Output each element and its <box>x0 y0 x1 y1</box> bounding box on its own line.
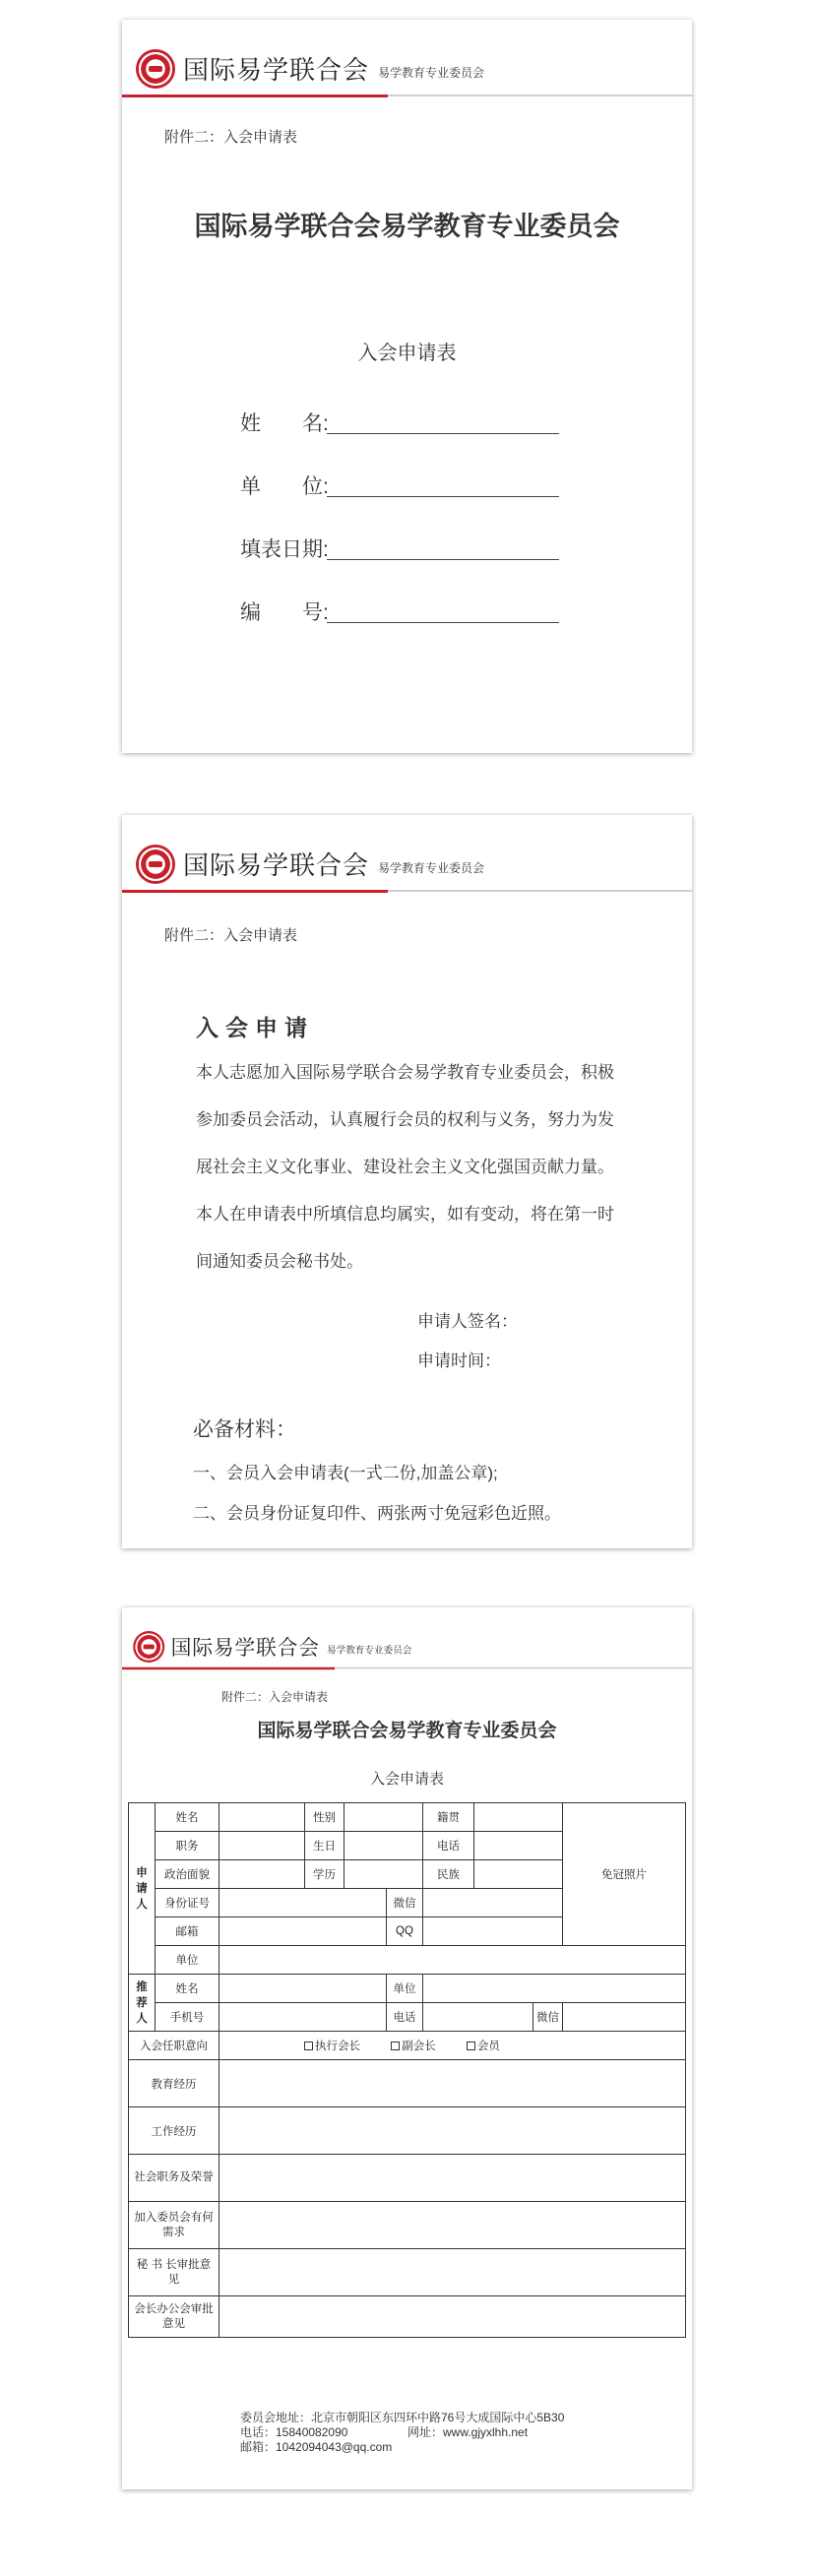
name-label: 姓名 <box>156 1803 219 1832</box>
needs-cell[interactable] <box>219 2202 686 2249</box>
president-opinion-label: 会长办公会审批意见 <box>129 2296 219 2338</box>
position-cell[interactable] <box>219 1832 305 1860</box>
role-option-label: 执行会长 <box>315 2041 360 2052</box>
role-option[interactable] <box>391 2038 436 2053</box>
ethnicity-cell[interactable] <box>474 1860 563 1889</box>
attachment-label: 附件二：入会申请表 <box>221 1690 329 1704</box>
number-field[interactable] <box>240 597 329 626</box>
seal-logo-icon <box>136 845 175 884</box>
education-history-label: 教育经历 <box>129 2060 219 2107</box>
recommender-unit-label: 单位 <box>387 1975 423 2003</box>
intended-role-label: 入会任职意向 <box>129 2032 219 2060</box>
social-roles-cell[interactable] <box>219 2155 686 2202</box>
seal-logo-icon <box>133 1631 164 1663</box>
table-row <box>129 2107 686 2155</box>
work-history-label: 工作经历 <box>129 2107 219 2155</box>
checkbox-icon[interactable] <box>304 2042 313 2050</box>
wechat-label: 微信 <box>387 1889 423 1917</box>
application-form-page <box>122 1607 692 2489</box>
recommender-name-cell[interactable] <box>219 1975 387 2003</box>
page-title: 国际易学联合会易学教育专业委员会 <box>194 212 620 241</box>
table-row <box>129 1975 686 2003</box>
footer-phone: 电话：15840082090 <box>240 2425 348 2439</box>
education-cell[interactable] <box>344 1860 423 1889</box>
table-row <box>129 2060 686 2107</box>
checkbox-icon[interactable] <box>391 2042 400 2050</box>
id-number-cell[interactable] <box>219 1889 387 1917</box>
recommender-wechat-cell[interactable] <box>563 2003 686 2032</box>
header-accent-line <box>122 1667 335 1669</box>
table-row <box>129 2296 686 2338</box>
table-row <box>129 2032 686 2060</box>
position-label: 职务 <box>156 1832 219 1860</box>
id-number-label: 身份证号 <box>156 1889 219 1917</box>
secretary-opinion-label: 秘 书 长审批意见 <box>129 2249 219 2296</box>
recommender-section-label: 推荐人 <box>129 1975 156 2032</box>
signature-label: 申请人签名： <box>417 1312 518 1331</box>
native-place-label: 籍贯 <box>423 1803 474 1832</box>
recommender-unit-cell[interactable] <box>423 1975 686 2003</box>
form-cover-page <box>122 20 692 753</box>
recommender-wechat-label: 微信 <box>533 2003 563 2032</box>
form-subtitle: 入会申请表 <box>369 1771 444 1788</box>
fill-line[interactable] <box>327 496 559 497</box>
table-row <box>129 1803 686 1832</box>
email-cell[interactable] <box>219 1917 387 1946</box>
org-subtitle: 易学教育专业委员会 <box>378 861 485 875</box>
mobile-cell[interactable] <box>219 2003 387 2032</box>
needs-label: 加入委员会有何需求 <box>129 2202 219 2249</box>
table-row <box>129 2249 686 2296</box>
role-option[interactable] <box>467 2038 500 2053</box>
material-item: 二、会员身份证复印件、两张两寸免冠彩色近照。 <box>193 1504 561 1523</box>
time-label: 申请时间： <box>417 1351 501 1370</box>
phone-cell[interactable] <box>474 1832 563 1860</box>
page-header <box>122 815 692 894</box>
applicant-section-label: 申请人 <box>129 1803 156 1975</box>
unit-cell[interactable] <box>219 1946 686 1975</box>
table-row <box>129 2155 686 2202</box>
native-place-cell[interactable] <box>474 1803 563 1832</box>
checkbox-icon[interactable] <box>467 2042 475 2050</box>
materials-title: 必备材料： <box>193 1418 296 1441</box>
footer-address: 委员会地址：北京市朝阳区东四环中路76号大成国际中心5B30 <box>240 2411 565 2424</box>
date-field[interactable] <box>240 534 329 563</box>
header-accent-line <box>122 890 388 893</box>
page-subtitle: 入会申请表 <box>357 343 457 364</box>
field-label: 姓 名: <box>240 412 329 435</box>
gender-cell[interactable] <box>344 1803 423 1832</box>
table-row <box>129 2202 686 2249</box>
page-header <box>122 20 692 98</box>
education-label: 学历 <box>305 1860 344 1889</box>
org-name: 国际易学联合会 <box>170 1636 320 1661</box>
attachment-label: 附件二：入会申请表 <box>164 927 298 944</box>
secretary-opinion-cell[interactable] <box>219 2249 686 2296</box>
table-row <box>129 2003 686 2032</box>
phone-label: 电话 <box>423 1832 474 1860</box>
fill-line[interactable] <box>327 622 559 623</box>
fill-line[interactable] <box>327 559 559 560</box>
org-name: 国际易学联合会 <box>183 851 370 881</box>
org-name: 国际易学联合会 <box>183 56 370 86</box>
seal-logo-icon <box>136 49 175 89</box>
role-option-label: 副会长 <box>402 2041 436 2052</box>
gender-label: 性别 <box>305 1803 344 1832</box>
qq-cell[interactable] <box>423 1917 563 1946</box>
form-title: 国际易学联合会易学教育专业委员会 <box>257 1721 557 1741</box>
political-status-cell[interactable] <box>219 1860 305 1889</box>
president-opinion-cell[interactable] <box>219 2296 686 2338</box>
political-status-label: 政治面貌 <box>156 1860 219 1889</box>
unit-label: 单位 <box>156 1946 219 1975</box>
fill-line[interactable] <box>327 433 559 434</box>
role-option[interactable] <box>304 2038 360 2053</box>
role-option-label: 会员 <box>476 2041 500 2052</box>
qq-label: QQ <box>387 1917 423 1946</box>
name-field[interactable] <box>240 408 329 437</box>
attachment-label: 附件二：入会申请表 <box>164 129 298 146</box>
recommender-name-label: 姓名 <box>156 1975 219 2003</box>
application-statement-page <box>122 815 692 1548</box>
org-subtitle: 易学教育专业委员会 <box>378 66 485 80</box>
birthday-label: 生日 <box>305 1832 344 1860</box>
footer-website: 网址：www.gjyxlhh.net <box>407 2425 529 2439</box>
work-history-cell[interactable] <box>219 2107 686 2155</box>
unit-field[interactable] <box>240 471 329 500</box>
header-accent-line <box>122 94 388 97</box>
wechat-cell[interactable] <box>423 1889 563 1917</box>
field-label: 编 号: <box>240 601 329 624</box>
photo-area[interactable]: 免冠照片 <box>563 1803 686 1946</box>
material-item: 一、会员入会申请表(一式二份,加盖公章); <box>193 1464 498 1482</box>
recommender-phone-label: 电话 <box>387 2003 423 2032</box>
footer-email: 邮箱：1042094043@qq.com <box>240 2440 393 2454</box>
mobile-label: 手机号 <box>156 2003 219 2032</box>
ethnicity-label: 民族 <box>423 1860 474 1889</box>
birthday-cell[interactable] <box>344 1832 423 1860</box>
application-form-table <box>128 1802 686 2338</box>
name-cell[interactable] <box>219 1803 305 1832</box>
recommender-phone-cell[interactable] <box>423 2003 533 2032</box>
role-options <box>219 2032 686 2060</box>
education-history-cell[interactable] <box>219 2060 686 2107</box>
statement-heading: 入会申请 <box>196 1015 314 1040</box>
org-subtitle: 易学教育专业委员会 <box>327 1644 412 1656</box>
email-label: 邮箱 <box>156 1917 219 1946</box>
field-label: 填表日期: <box>240 538 329 561</box>
field-label: 单 位: <box>240 475 329 498</box>
statement-body: 本人志愿加入国际易学联合会易学教育专业委员会，积极参加委员会活动，认真履行会员的权利与义务，努力为发展社会主义文化事业、建设社会主义文化强国贡献力量。本人在申请表中所填信息均属实，如有变动，将在第一时间通知委员会秘书处。 <box>196 1063 614 1271</box>
table-row <box>129 1946 686 1975</box>
page-header <box>122 1607 578 1670</box>
social-roles-label: 社会职务及荣誉 <box>129 2155 219 2202</box>
